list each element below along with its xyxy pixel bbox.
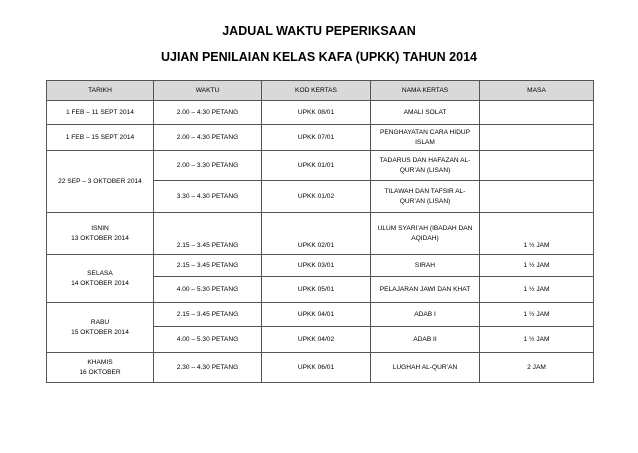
cell-nama: ADAB I — [371, 303, 480, 327]
page-subtitle: UJIAN PENILAIAN KELAS KAFA (UPKK) TAHUN 2014 — [160, 50, 477, 64]
cell-masa: 2 JAM — [480, 353, 594, 383]
cell-masa: 1 ½ JAM — [480, 327, 594, 353]
cell-tarikh — [47, 213, 154, 255]
cell-waktu: 4.00 – 5.30 PETANG — [154, 277, 262, 303]
cell-tarikh-day: RABU — [90, 318, 110, 326]
cell-waktu: 2.30 – 4.30 PETANG — [154, 353, 262, 383]
header-masa: MASA — [480, 81, 594, 101]
cell-kod: UPKK 04/01 — [262, 303, 371, 327]
page-title: JADUAL WAKTU PEPERIKSAAN — [222, 24, 416, 38]
cell-nama: AMALI SOLAT — [371, 101, 480, 125]
cell-tarikh-day: SELASA — [87, 269, 113, 277]
cell-masa: 1 ½ JAM — [480, 277, 594, 303]
cell-tarikh-date: 13 OKTOBER 2014 — [71, 234, 129, 242]
table-row — [47, 101, 594, 125]
cell-waktu: 2.15 – 3.45 PETANG — [154, 255, 262, 277]
table-row — [47, 151, 594, 181]
cell-tarikh: 1 FEB – 11 SEPT 2014 — [47, 101, 154, 125]
cell-nama: TILAWAH DAN TAFSIR AL-QUR’AN (LISAN) — [371, 181, 480, 213]
table-row — [47, 303, 594, 327]
cell-waktu: 4.00 – 5.30 PETANG — [154, 327, 262, 353]
cell-nama: ADAB II — [371, 327, 480, 353]
cell-tarikh-date: 15 OKTOBER 2014 — [71, 328, 129, 336]
cell-kod: UPKK 01/01 — [262, 151, 371, 181]
cell-nama: LUGHAH AL-QUR’AN — [371, 353, 480, 383]
cell-masa: 1 ½ JAM — [480, 255, 594, 277]
cell-waktu: 2.00 – 4.30 PETANG — [154, 125, 262, 151]
cell-kod: UPKK 03/01 — [262, 255, 371, 277]
cell-waktu: 2.00 – 3.30 PETANG — [154, 151, 262, 181]
cell-tarikh — [47, 255, 154, 303]
cell-tarikh — [47, 353, 154, 383]
cell-tarikh: 1 FEB – 15 SEPT 2014 — [47, 125, 154, 151]
cell-tarikh: 22 SEP – 3 OKTOBER 2014 — [47, 151, 154, 213]
cell-nama: PELAJARAN JAWI DAN KHAT — [371, 277, 480, 303]
cell-kod: UPKK 02/01 — [262, 213, 371, 255]
cell-nama: SIRAH — [371, 255, 480, 277]
cell-kod: UPKK 01/02 — [262, 181, 371, 213]
table-row — [47, 255, 594, 277]
header-waktu: WAKTU — [154, 81, 262, 101]
cell-tarikh-day: ISNIN — [91, 224, 109, 232]
cell-tarikh-date: 16 OKTOBER — [79, 368, 121, 376]
cell-masa — [480, 101, 594, 125]
cell-nama: PENGHAYATAN CARA HIDUP ISLAM — [371, 125, 480, 151]
table-header-row — [47, 81, 594, 101]
cell-masa — [480, 151, 594, 181]
cell-tarikh-day: KHAMIS — [87, 358, 113, 366]
cell-tarikh-date: 14 OKTOBER 2014 — [71, 279, 129, 287]
cell-masa: 1 ½ JAM — [480, 213, 594, 255]
cell-waktu: 2.15 – 3.45 PETANG — [154, 213, 262, 255]
table-row — [47, 353, 594, 383]
cell-masa: 1 ½ JAM — [480, 303, 594, 327]
header-kod-kertas: KOD KERTAS — [262, 81, 371, 101]
cell-kod: UPKK 06/01 — [262, 353, 371, 383]
exam-schedule-table — [46, 80, 594, 383]
cell-tarikh — [47, 303, 154, 353]
cell-waktu: 2.00 – 4.30 PETANG — [154, 101, 262, 125]
cell-waktu: 2.15 – 3.45 PETANG — [154, 303, 262, 327]
cell-masa — [480, 181, 594, 213]
cell-kod: UPKK 08/01 — [262, 101, 371, 125]
cell-kod: UPKK 04/02 — [262, 327, 371, 353]
cell-kod: UPKK 05/01 — [262, 277, 371, 303]
cell-kod: UPKK 07/01 — [262, 125, 371, 151]
header-tarikh: TARIKH — [47, 81, 154, 101]
cell-nama: TADARUS DAN HAFAZAN AL-QUR’AN (LISAN) — [371, 151, 480, 181]
table-row — [47, 213, 594, 255]
cell-masa — [480, 125, 594, 151]
cell-nama: ULUM SYARI’AH (IBADAH DAN AQIDAH) — [371, 213, 480, 255]
header-nama-kertas: NAMA KERTAS — [371, 81, 480, 101]
cell-waktu: 3.30 – 4.30 PETANG — [154, 181, 262, 213]
table-row — [47, 125, 594, 151]
